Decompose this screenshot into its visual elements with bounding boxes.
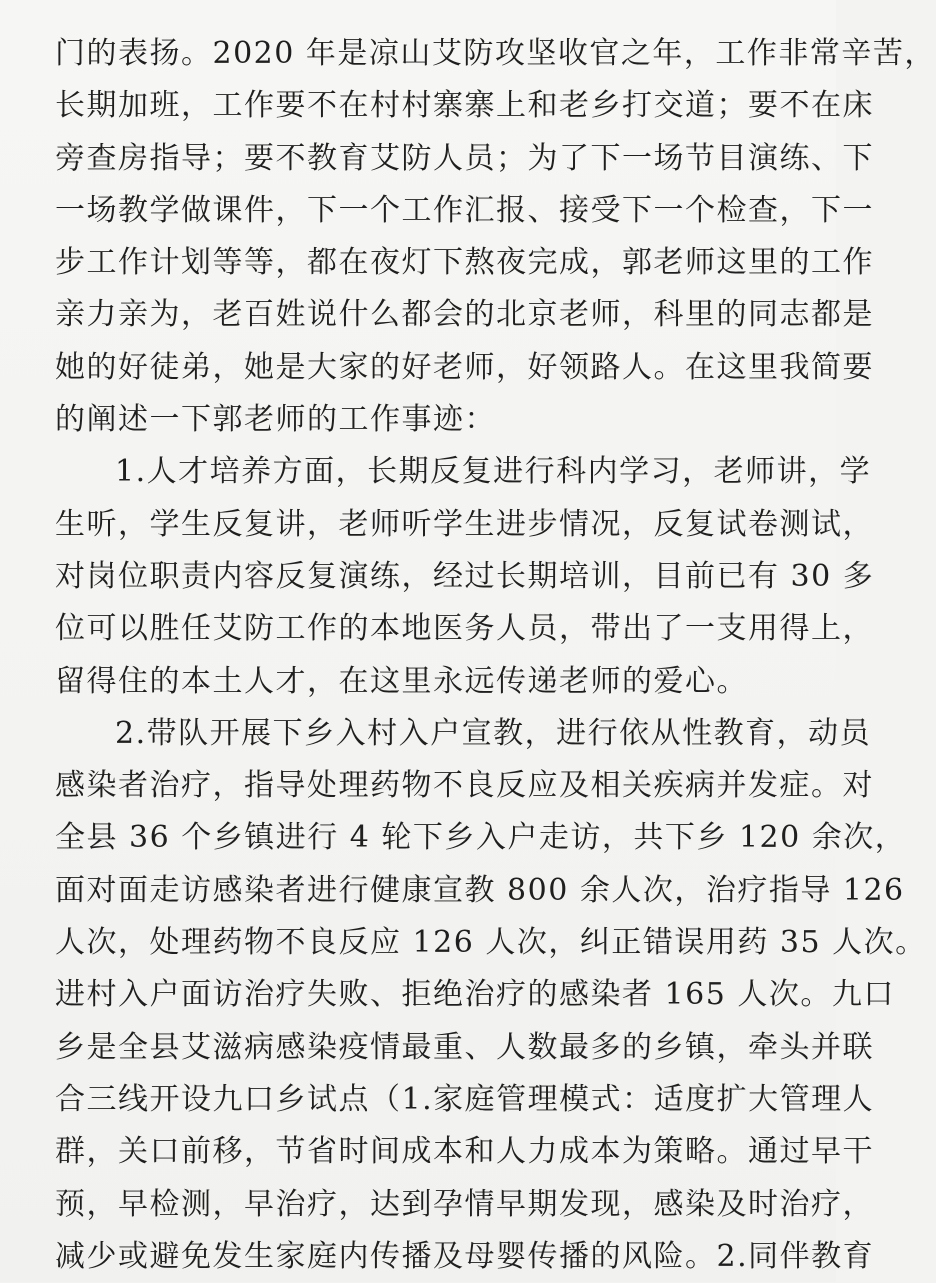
document-line: 的阐述一下郭老师的工作事迹： [55, 402, 496, 438]
document-line: 生听，学生反复讲，老师听学生进步情况，反复试卷测试， [55, 506, 874, 542]
document-line: 一场教学做课件，下一个工作汇报、接受下一个检查，下一 [55, 192, 874, 228]
document-line: 亲力亲为，老百姓说什么都会的北京老师，科里的同志都是 [55, 297, 874, 333]
paragraph-1-start-line: 1.人才培养方面，长期反复进行科内学习，老师讲，学 [115, 454, 872, 490]
document-line: 合三线开设九口乡试点（1.家庭管理模式：适度扩大管理人 [55, 1081, 875, 1117]
document-line: 预，早检测，早治疗，达到孕情早期发现，感染及时治疗， [55, 1186, 874, 1222]
document-line: 留得住的本土人才，在这里永远传递老师的爱心。 [55, 663, 748, 699]
document-body [55, 28, 936, 1283]
document-line: 人次，处理药物不良反应 126 人次，纠正错误用药 35 人次。 [55, 925, 927, 961]
document-line: 群，关口前移，节省时间成本和人力成本为策略。通过早干 [55, 1134, 874, 1170]
document-line: 乡是全县艾滋病感染疫情最重、人数最多的乡镇，牵头并联 [55, 1029, 874, 1065]
document-line: 旁查房指导；要不教育艾防人员；为了下一场节目演练、下 [55, 140, 874, 176]
document-line: 位可以胜任艾防工作的本地医务人员，带出了一支用得上， [55, 611, 874, 647]
document-line: 她的好徒弟，她是大家的好老师，好领路人。在这里我简要 [55, 349, 874, 385]
document-line: 进村入户面访治疗失败、拒绝治疗的感染者 165 人次。九口 [55, 977, 895, 1013]
document-line: 长期加班，工作要不在村村寨寨上和老乡打交道；要不在床 [55, 88, 874, 124]
paragraph-2-start-line: 2.带队开展下乡入村入户宣教，进行依从性教育，动员 [115, 715, 872, 751]
document-line: 面对面走访感染者进行健康宣教 800 余人次，治疗指导 126 [55, 872, 905, 908]
document-line: 对岗位职责内容反复演练，经过长期培训，目前已有 30 多 [55, 558, 875, 594]
document-line: 步工作计划等等，都在夜灯下熬夜完成，郭老师这里的工作 [55, 245, 874, 281]
document-line: 全县 36 个乡镇进行 4 轮下乡入户走访，共下乡 120 余次， [55, 820, 907, 856]
document-line: 感染者治疗，指导处理药物不良反应及相关疾病并发症。对 [55, 768, 874, 804]
document-line: 减少或避免发生家庭内传播及母婴传播的风险。2.同伴教育 [55, 1238, 875, 1274]
document-line: 门的表扬。2020 年是凉山艾防攻坚收官之年，工作非常辛苦， [55, 36, 936, 71]
